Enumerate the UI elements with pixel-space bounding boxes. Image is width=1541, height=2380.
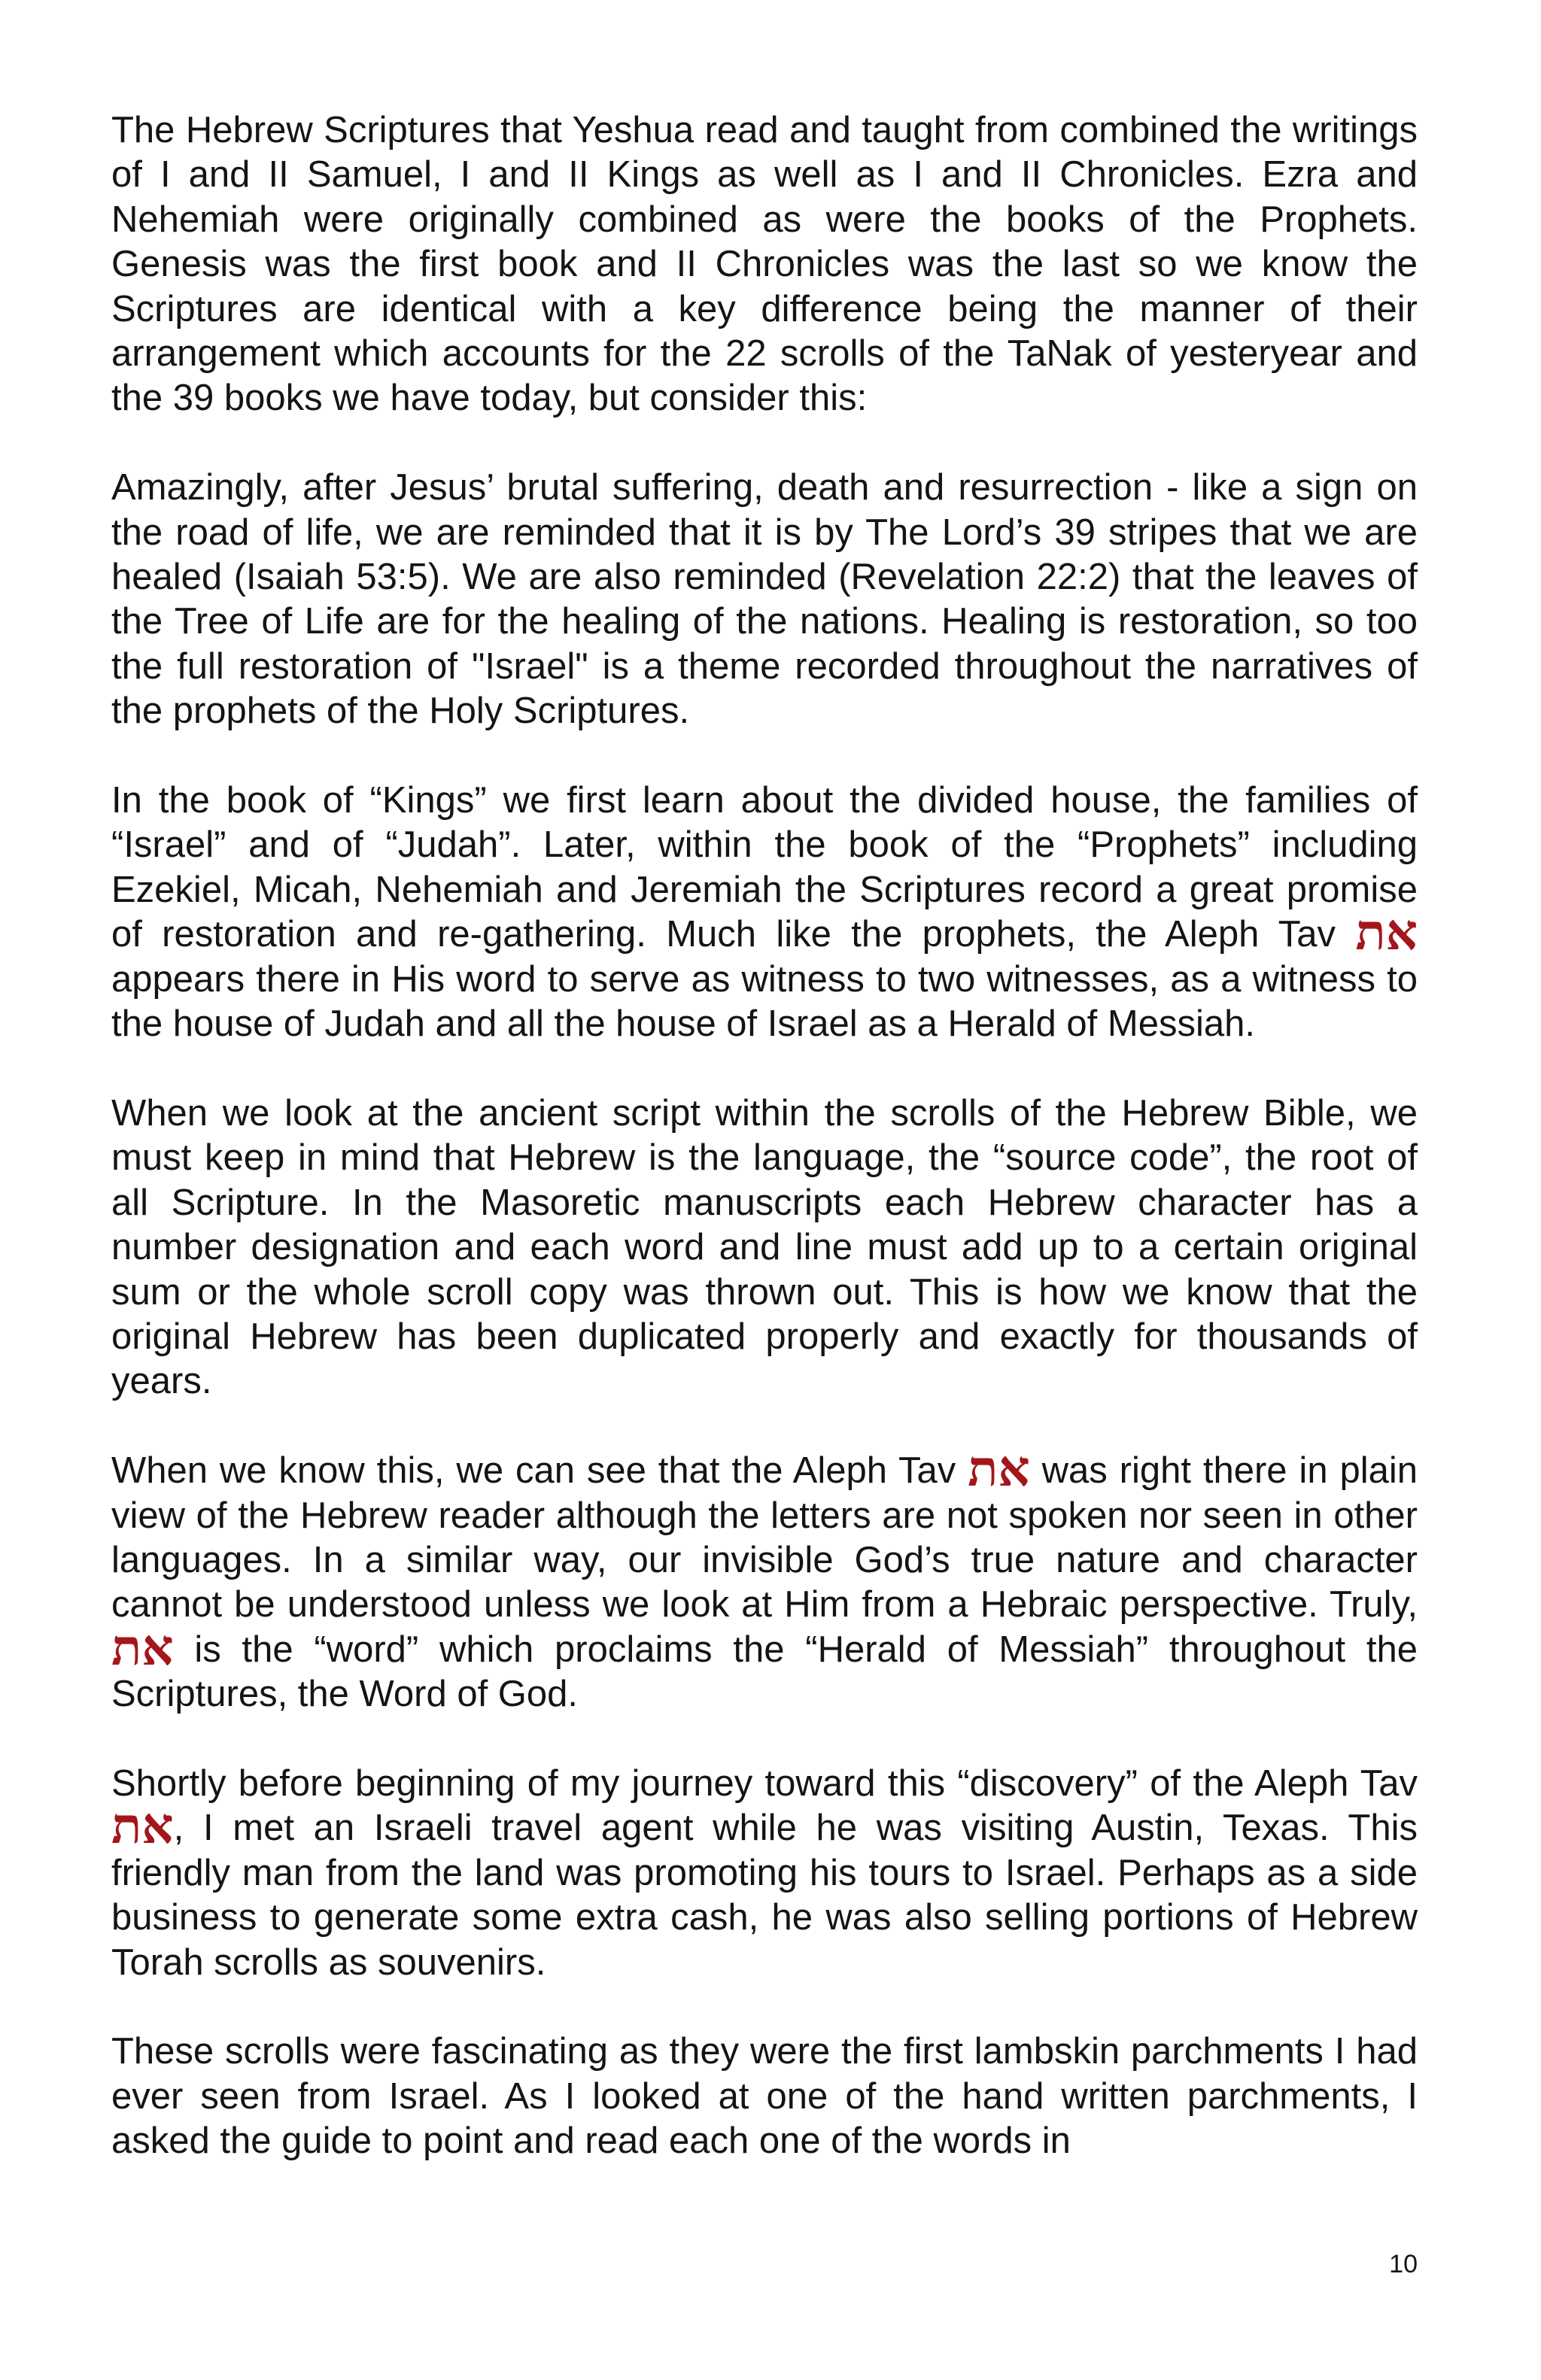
paragraph-source-code [111, 1091, 1418, 1404]
page-number: 10 [1389, 2250, 1418, 2278]
paragraph-text: was right there in plain view of the Hebrew reader although the letters are not spoken nor seen in other languages. In a similar way, our invisible God’s true nature and character cannot be understood unless we look at Him from a Hebraic perspective. Truly, [111, 1450, 1418, 1626]
paragraph-text: appears there in His word to serve as witness to two witnesses, as a witness to the house of Judah and all the house of Israel as a Herald of Messiah. [111, 958, 1418, 1045]
paragraph-text: The Hebrew Scriptures that Yeshua read and taught from combined the writings of I and II Samuel, I and II Kings as well as I and II Chronicles. Ezra and Nehemiah were originally combined as were the books of the Prophets. Genesis was the first book and II Chronicles was the last so we know the Scriptures are identical with a key difference being the manner of their arrangement which accounts for the 22 scrolls of the TaNak of yesteryear and the 39 books we have today, but consider this: [111, 110, 1418, 419]
paragraph-hebrew-scriptures [111, 108, 1418, 421]
paragraph-text: When we look at the ancient script within the scrolls of the Hebrew Bible, we must keep in mind that Hebrew is the language, the “source code”, the root of all Scripture. In the Masoretic manuscripts each Hebrew character has a number designation and each word and line must add up to a certain original sum or the whole scroll copy was thrown out. This is how we know that the original Hebrew has been duplicated properly and exactly for thousands of years. [111, 1092, 1418, 1402]
paragraph-text: , I met an Israeli travel agent while he was visiting Austin, Texas. This friendly man from the land was promoting his tours to Israel. Perhaps as a side business to generate some extra cash, he was also selling portions of Hebrew Torah scrolls as souvenirs. [111, 1808, 1418, 1983]
paragraph-plain-view: When we know this, we can see that the Aleph Tav את was right there in plain view of the Hebrew reader although the letters are not spoken nor seen in other languages. In a similar way, our invisible God’s true nature and character cannot be understood unless we look at Him from a Hebraic perspective. Truly, את is the “word” which proclaims the “Herald of Messiah” throughout the Scriptures, the Word of God. [111, 1439, 1418, 1715]
paragraph-text: Amazingly, after Jesus’ brutal suffering, death and resurrection - like a sign on the road of life, we are reminded that it is by The Lord’s 39 stripes that we are healed (Isaiah 53:5). We are also reminded (Revelation 22:2) that the leaves of the Tree of Life are for the healing of the nations. Healing is restoration, so too the full restoration of "Israel" is a theme recorded throughout the narratives of the prophets of the Holy Scriptures. [111, 467, 1418, 732]
paragraph-text: When we know this, we can see that the Aleph Tav [111, 1450, 968, 1492]
paragraph-travel-agent: Shortly before beginning of my journey toward this “discovery” of the Aleph Tav את, I met an Israeli travel agent while he was visiting Austin, Texas. This friendly man from the land was promoting his tours to Israel. Perhaps as a side business to generate some extra cash, he was also selling portions of Hebrew Torah scrolls as souvenirs. [111, 1762, 1418, 1983]
paragraph-divided-house: In the book of “Kings” we first learn about the divided house, the families of “Israel” and of “Judah”. Later, within the book of the “Prophets” including Ezekiel, Micah, Nehemiah and Jeremiah the Scriptures record a great promise of restoration and re-gathering. Much like the prophets, the Aleph Tav את appears there in His word to serve as witness to two witnesses, as a witness to the house of Judah and all the house of Israel as a Herald of Messiah. [111, 780, 1418, 1045]
paragraph-healing [111, 466, 1418, 733]
paragraph-text: These scrolls were fascinating as they were the first lambskin parchments I had ever seen from Israel. As I looked at one of the hand written parchments, I asked the guide to point and read each one of the words in [111, 2031, 1418, 2162]
paragraph-text: Shortly before beginning of my journey toward this “discovery” of the Aleph Tav [111, 1762, 1418, 1804]
document-body [111, 108, 1418, 2208]
paragraph-scrolls [111, 2029, 1418, 2163]
paragraph-text: In the book of “Kings” we first learn about the divided house, the families of “Israel” and of “Judah”. Later, within the book of the “Prophets” including Ezekiel, Micah, Nehemiah and Jeremiah the Scriptures record a great promise of restoration and re-gathering. Much like the prophets, the Aleph Tav [111, 780, 1418, 955]
paragraph-text: is the “word” which proclaims the “Herald of Messiah” throughout the Scriptures, the Word of God. [111, 1629, 1418, 1715]
